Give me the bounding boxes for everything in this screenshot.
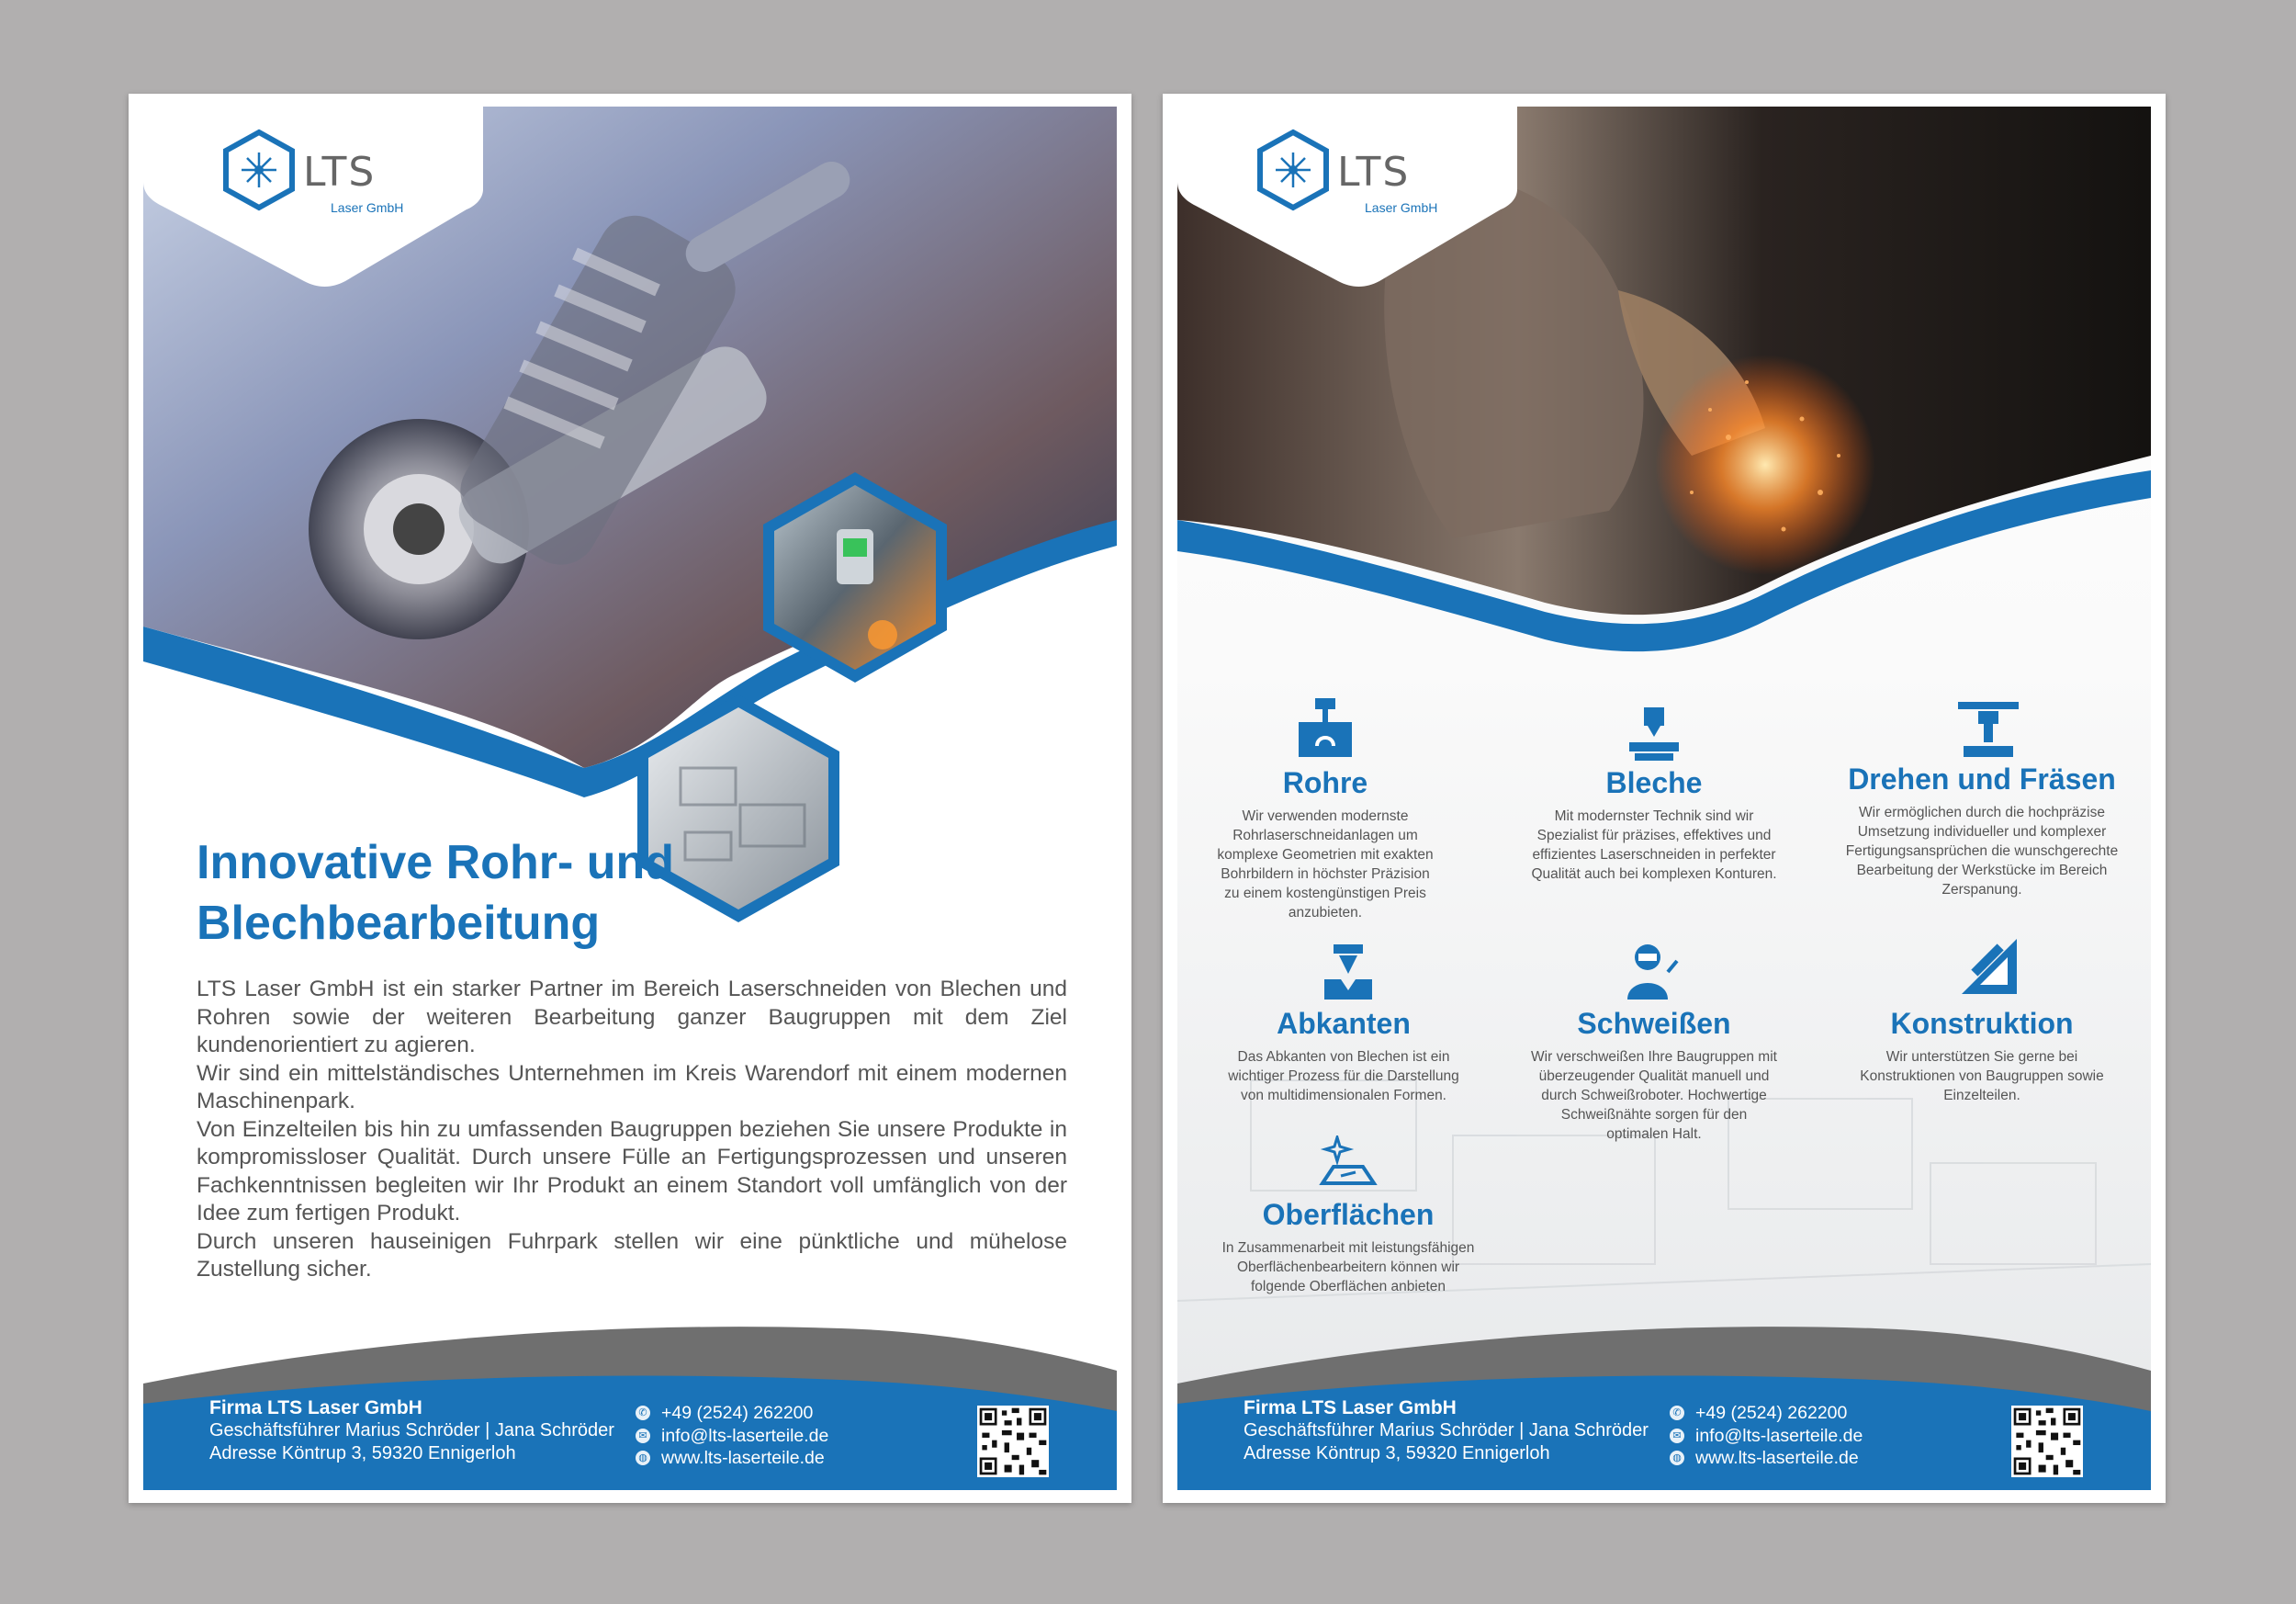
managers: Geschäftsführer Marius Schröder | Jana Schröder xyxy=(1244,1420,1649,1440)
paragraph: Von Einzelteilen bis hin zu umfassenden Baugruppen beziehen Sie unsere Produkte in kompromissloser Qualität. Durch unsere Fülle an Fertigungsprozessen und unseren Fachkenntnissen begleiten wir Ihr Produkt an einem Standort voll umfänglich von der Idee zum fertigen Produkt. xyxy=(197,1116,1067,1226)
paragraph: LTS Laser GmbH ist ein starker Partner im Bereich Laserschneiden von Blechen und Rohren sowie der weiteren Bearbeitung ganzer Baugruppen mit dem Ziel kundenorientiert zu agieren. xyxy=(197,977,1067,1057)
service-description: Wir ermöglichen durch die hochpräzise Umsetzung individueller und komplexer Fertigungsansprüchen die wunschgerechte Bearbeitung der Werkstücke im Bereich Zerspanung. xyxy=(1845,805,2119,898)
headline-line-1: Innovative Rohr- und xyxy=(197,836,674,889)
footer-contact-block xyxy=(636,1402,828,1470)
service-description: Wir unterstützen Sie gerne bei Konstruktionen von Baugruppen sowie Einzelteilen. xyxy=(1860,1049,2104,1103)
sheet-laser-icon xyxy=(1626,706,1683,762)
tube-laser-icon xyxy=(1295,695,1356,761)
service-title: Konstruktion xyxy=(1890,1007,2074,1040)
paragraph: Durch unseren hauseinigen Fuhrpark stellen wir eine pünktliche und mühelose Zustellung sicher. xyxy=(197,1228,1067,1282)
flyer-page-front xyxy=(129,94,1131,1503)
service-card-konstruktion xyxy=(1855,1005,2109,1105)
lts-logo xyxy=(222,129,424,239)
milling-icon xyxy=(1956,700,2020,761)
service-title: Drehen und Fräsen xyxy=(1848,762,2116,796)
hexagon-star-icon xyxy=(222,129,296,211)
web-link[interactable]: www.lts-laserteile.de xyxy=(661,1448,825,1468)
service-description: In Zusammenarbeit mit leistungsfähigen Oberflächenbearbeitern können wir folgende Oberflächen anbieten xyxy=(1221,1240,1475,1294)
email-icon: ✉ xyxy=(1670,1429,1684,1443)
qr-code[interactable] xyxy=(977,1406,1049,1477)
phone-icon: ✆ xyxy=(636,1406,650,1420)
service-title: Bleche xyxy=(1605,766,1703,799)
phone-icon: ✆ xyxy=(1670,1406,1684,1420)
press-brake-icon xyxy=(1322,943,1374,1001)
web-link[interactable]: www.lts-laserteile.de xyxy=(1695,1448,1859,1468)
service-card-bleche xyxy=(1530,764,1778,884)
service-title: Rohre xyxy=(1282,766,1368,799)
footer-company-block xyxy=(209,1396,614,1465)
lts-logo xyxy=(1256,129,1458,239)
service-description: Mit modernster Technik sind wir Spezialist für präzises, effektives und effizientes Laserschneiden in perfekter Qualität auch bei komplexen Konturen. xyxy=(1531,808,1777,882)
managers: Geschäftsführer Marius Schröder | Jana Schröder xyxy=(209,1420,614,1440)
footer-company-block xyxy=(1244,1396,1649,1465)
address: Adresse Köntrup 3, 59320 Ennigerloh xyxy=(209,1443,516,1463)
globe-icon: ◍ xyxy=(636,1451,650,1465)
service-title: Schweißen xyxy=(1577,1007,1731,1040)
logo-subtitle: Laser GmbH xyxy=(1365,200,1438,215)
address: Adresse Köntrup 3, 59320 Ennigerloh xyxy=(1244,1443,1550,1463)
intro-text xyxy=(197,976,1067,1284)
service-card-oberflaechen xyxy=(1210,1196,1486,1296)
ruler-pencil-icon xyxy=(1960,937,2019,996)
service-description: Wir verwenden modernste Rohrlaserschneidanlagen um komplexe Geometrien mit exakten Bohrbildern in höchster Präzision zu einem kostengünstigen Preis anzubieten. xyxy=(1217,808,1434,921)
service-card-drehen-fraesen xyxy=(1835,761,2129,899)
logo-wordmark: LTS xyxy=(1337,149,1411,196)
email-link[interactable]: info@lts-laserteile.de xyxy=(1695,1425,1863,1446)
footer-contact-block xyxy=(1670,1402,1863,1470)
service-description: Wir verschweißen Ihre Baugruppen mit überzeugender Qualität manuell und durch Schweißroboter. Hochwertige Schweißnähte sorgen für den optimalen Halt. xyxy=(1531,1049,1777,1142)
company-name: Firma LTS Laser GmbH xyxy=(1244,1397,1457,1418)
flyer-page-back xyxy=(1163,94,2166,1503)
service-card-abkanten xyxy=(1223,1005,1464,1105)
headline-line-2: Blechbearbeitung xyxy=(197,897,601,950)
phone-link[interactable]: +49 (2524) 262200 xyxy=(1695,1403,1848,1423)
hexagon-star-icon xyxy=(1256,129,1330,211)
email-icon: ✉ xyxy=(636,1429,650,1443)
qr-code[interactable] xyxy=(2011,1406,2083,1477)
globe-icon: ◍ xyxy=(1670,1451,1684,1465)
logo-wordmark: LTS xyxy=(303,149,377,196)
page-title xyxy=(197,832,766,954)
service-card-rohre xyxy=(1214,764,1436,922)
paragraph: Wir sind ein mittelständisches Unternehmen im Kreis Warendorf mit einem modernen Maschinenpark. xyxy=(197,1060,1067,1113)
service-description: Das Abkanten von Blechen ist ein wichtiger Prozess für die Darstellung von multidimensionalen Formen. xyxy=(1228,1049,1459,1103)
welder-icon xyxy=(1620,941,1679,1001)
sparkle-surface-icon xyxy=(1319,1135,1378,1187)
company-name: Firma LTS Laser GmbH xyxy=(209,1397,422,1418)
logo-subtitle: Laser GmbH xyxy=(331,200,404,215)
service-card-schweissen xyxy=(1530,1005,1778,1144)
service-title: Oberflächen xyxy=(1262,1198,1435,1231)
service-title: Abkanten xyxy=(1277,1007,1411,1040)
phone-link[interactable]: +49 (2524) 262200 xyxy=(661,1403,814,1423)
email-link[interactable]: info@lts-laserteile.de xyxy=(661,1425,829,1446)
